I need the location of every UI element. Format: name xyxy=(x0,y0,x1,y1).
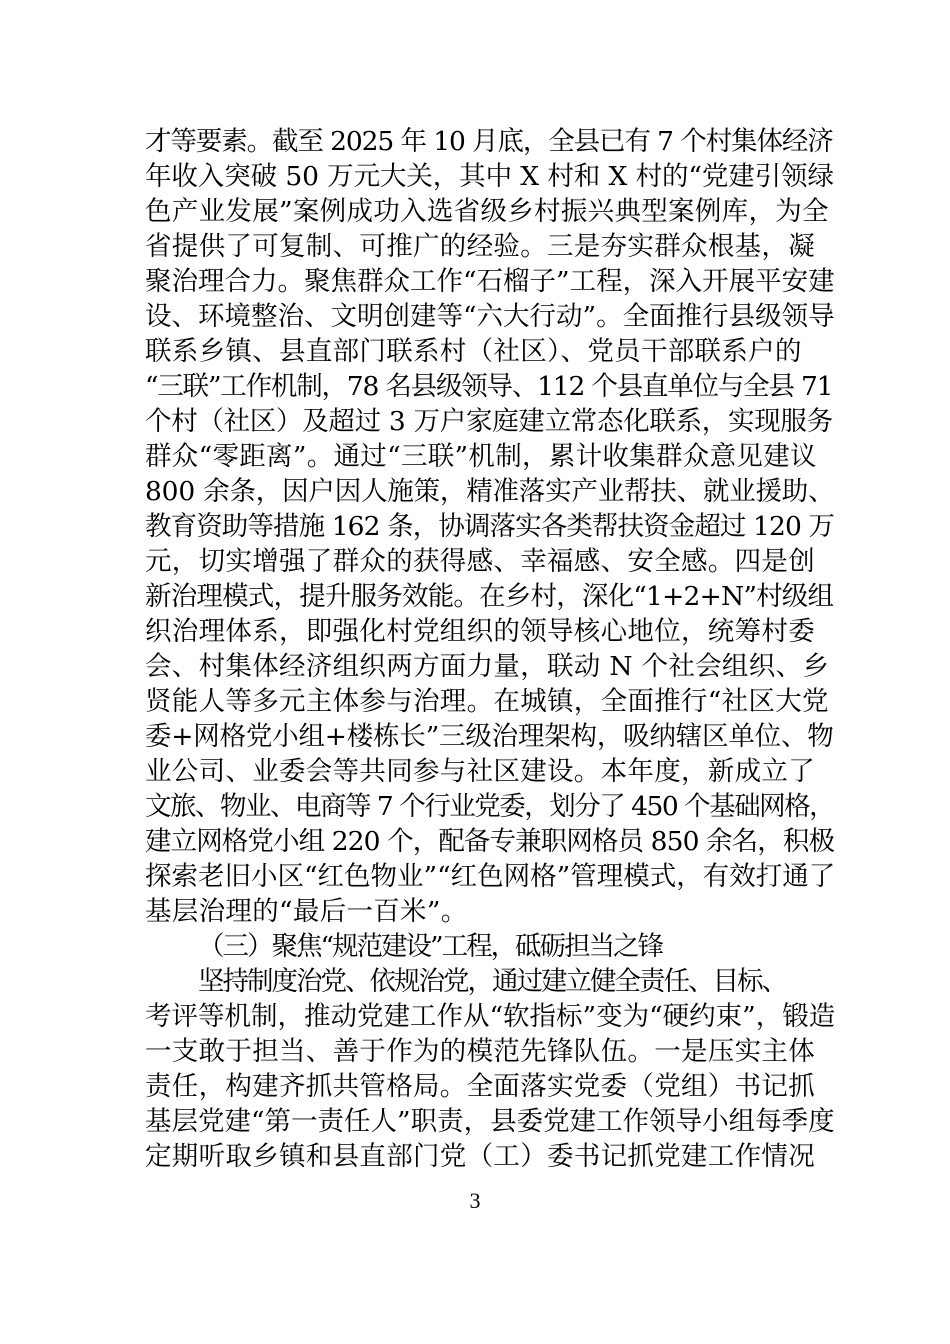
text-line: 探索老旧小区“红色物业”“红色网格”管理模式，有效打通了 xyxy=(145,861,836,892)
text-line: 元，切实增强了群众的获得感、幸福感、安全感。四是创 xyxy=(145,546,815,577)
text-line: 考评等机制，推动党建工作从“软指标”变为“硬约束”，锻造 xyxy=(145,1001,836,1032)
section-heading: （三）聚焦“规范建设”工程，砥砺担当之锋 xyxy=(198,931,663,962)
text-line: 年收入突破 50 万元大关，其中 X 村和 X 村的“党建引领绿 xyxy=(145,161,834,192)
text-line: 建立网格党小组 220 个，配备专兼职网格员 850 余名，积极 xyxy=(145,826,835,857)
text-line: 会、村集体经济组织两方面力量，联动 N 个社会组织、乡 xyxy=(145,651,830,682)
text-line: 基层党建“第一责任人”职责，县委党建工作领导小组每季度 xyxy=(145,1106,835,1137)
text-line: “三联”工作机制，78 名县级领导、112 个县直单位与全县 71 xyxy=(145,371,833,402)
text-line: 贤能人等多元主体参与治理。在城镇，全面推行“社区大党 xyxy=(145,686,829,717)
text-line: 群众“零距离”。通过“三联”机制，累计收集群众意见建议 xyxy=(145,441,817,472)
text-line: 聚治理合力。聚焦群众工作“石榴子”工程，深入开展平安建 xyxy=(145,266,835,297)
text-line: 教育资助等措施 162 条，协调落实各类帮扶资金超过 120 万 xyxy=(145,511,835,542)
text-line: 一支敢于担当、善于作为的模范先锋队伍。一是压实主体 xyxy=(145,1036,815,1067)
text-line: 基层治理的“最后一百米”。 xyxy=(145,896,468,927)
text-line: 才等要素。截至 2025 年 10 月底，全县已有 7 个村集体经济 xyxy=(145,126,833,157)
text-line: 色产业发展”案例成功入选省级乡村振兴典型案例库，为全 xyxy=(145,196,829,227)
text-line: 联系乡镇、县直部门联系村（社区）、党员干部联系户的 xyxy=(145,336,802,367)
text-line: 省提供了可复制、可推广的经验。三是夯实群众根基，凝 xyxy=(145,231,815,262)
text-line: 文旅、物业、电商等 7 个行业党委，划分了 450 个基础网格， xyxy=(145,791,835,822)
text-line: 新治理模式，提升服务效能。在乡村，深化“1+2+N”村级组 xyxy=(145,581,834,612)
text-line: 责任，构建齐抓共管格局。全面落实党委（党组）书记抓 xyxy=(145,1071,815,1102)
text-line: 定期听取乡镇和县直部门党（工）委书记抓党建工作情况 xyxy=(145,1141,815,1172)
text-line: 织治理体系，即强化村党组织的领导核心地位，统筹村委 xyxy=(145,616,815,647)
text-line: 业公司、业委会等共同参与社区建设。本年度，新成立了 xyxy=(145,756,815,787)
text-line: 坚持制度治党、依规治党，通过建立健全责任、目标、 xyxy=(198,966,786,997)
text-line: 个村（社区）及超过 3 万户家庭建立常态化联系，实现服务 xyxy=(145,406,833,437)
page-number: 3 xyxy=(469,1188,481,1213)
text-line: 委+网格党小组+楼栋长”三级治理架构，吸纳辖区单位、物 xyxy=(145,721,834,752)
text-line: 800 余条，因户因人施策，精准落实产业帮扶、就业援助、 xyxy=(145,476,835,507)
text-line: 设、环境整治、文明创建等“六大行动”。全面推行县级领导 xyxy=(145,301,835,332)
